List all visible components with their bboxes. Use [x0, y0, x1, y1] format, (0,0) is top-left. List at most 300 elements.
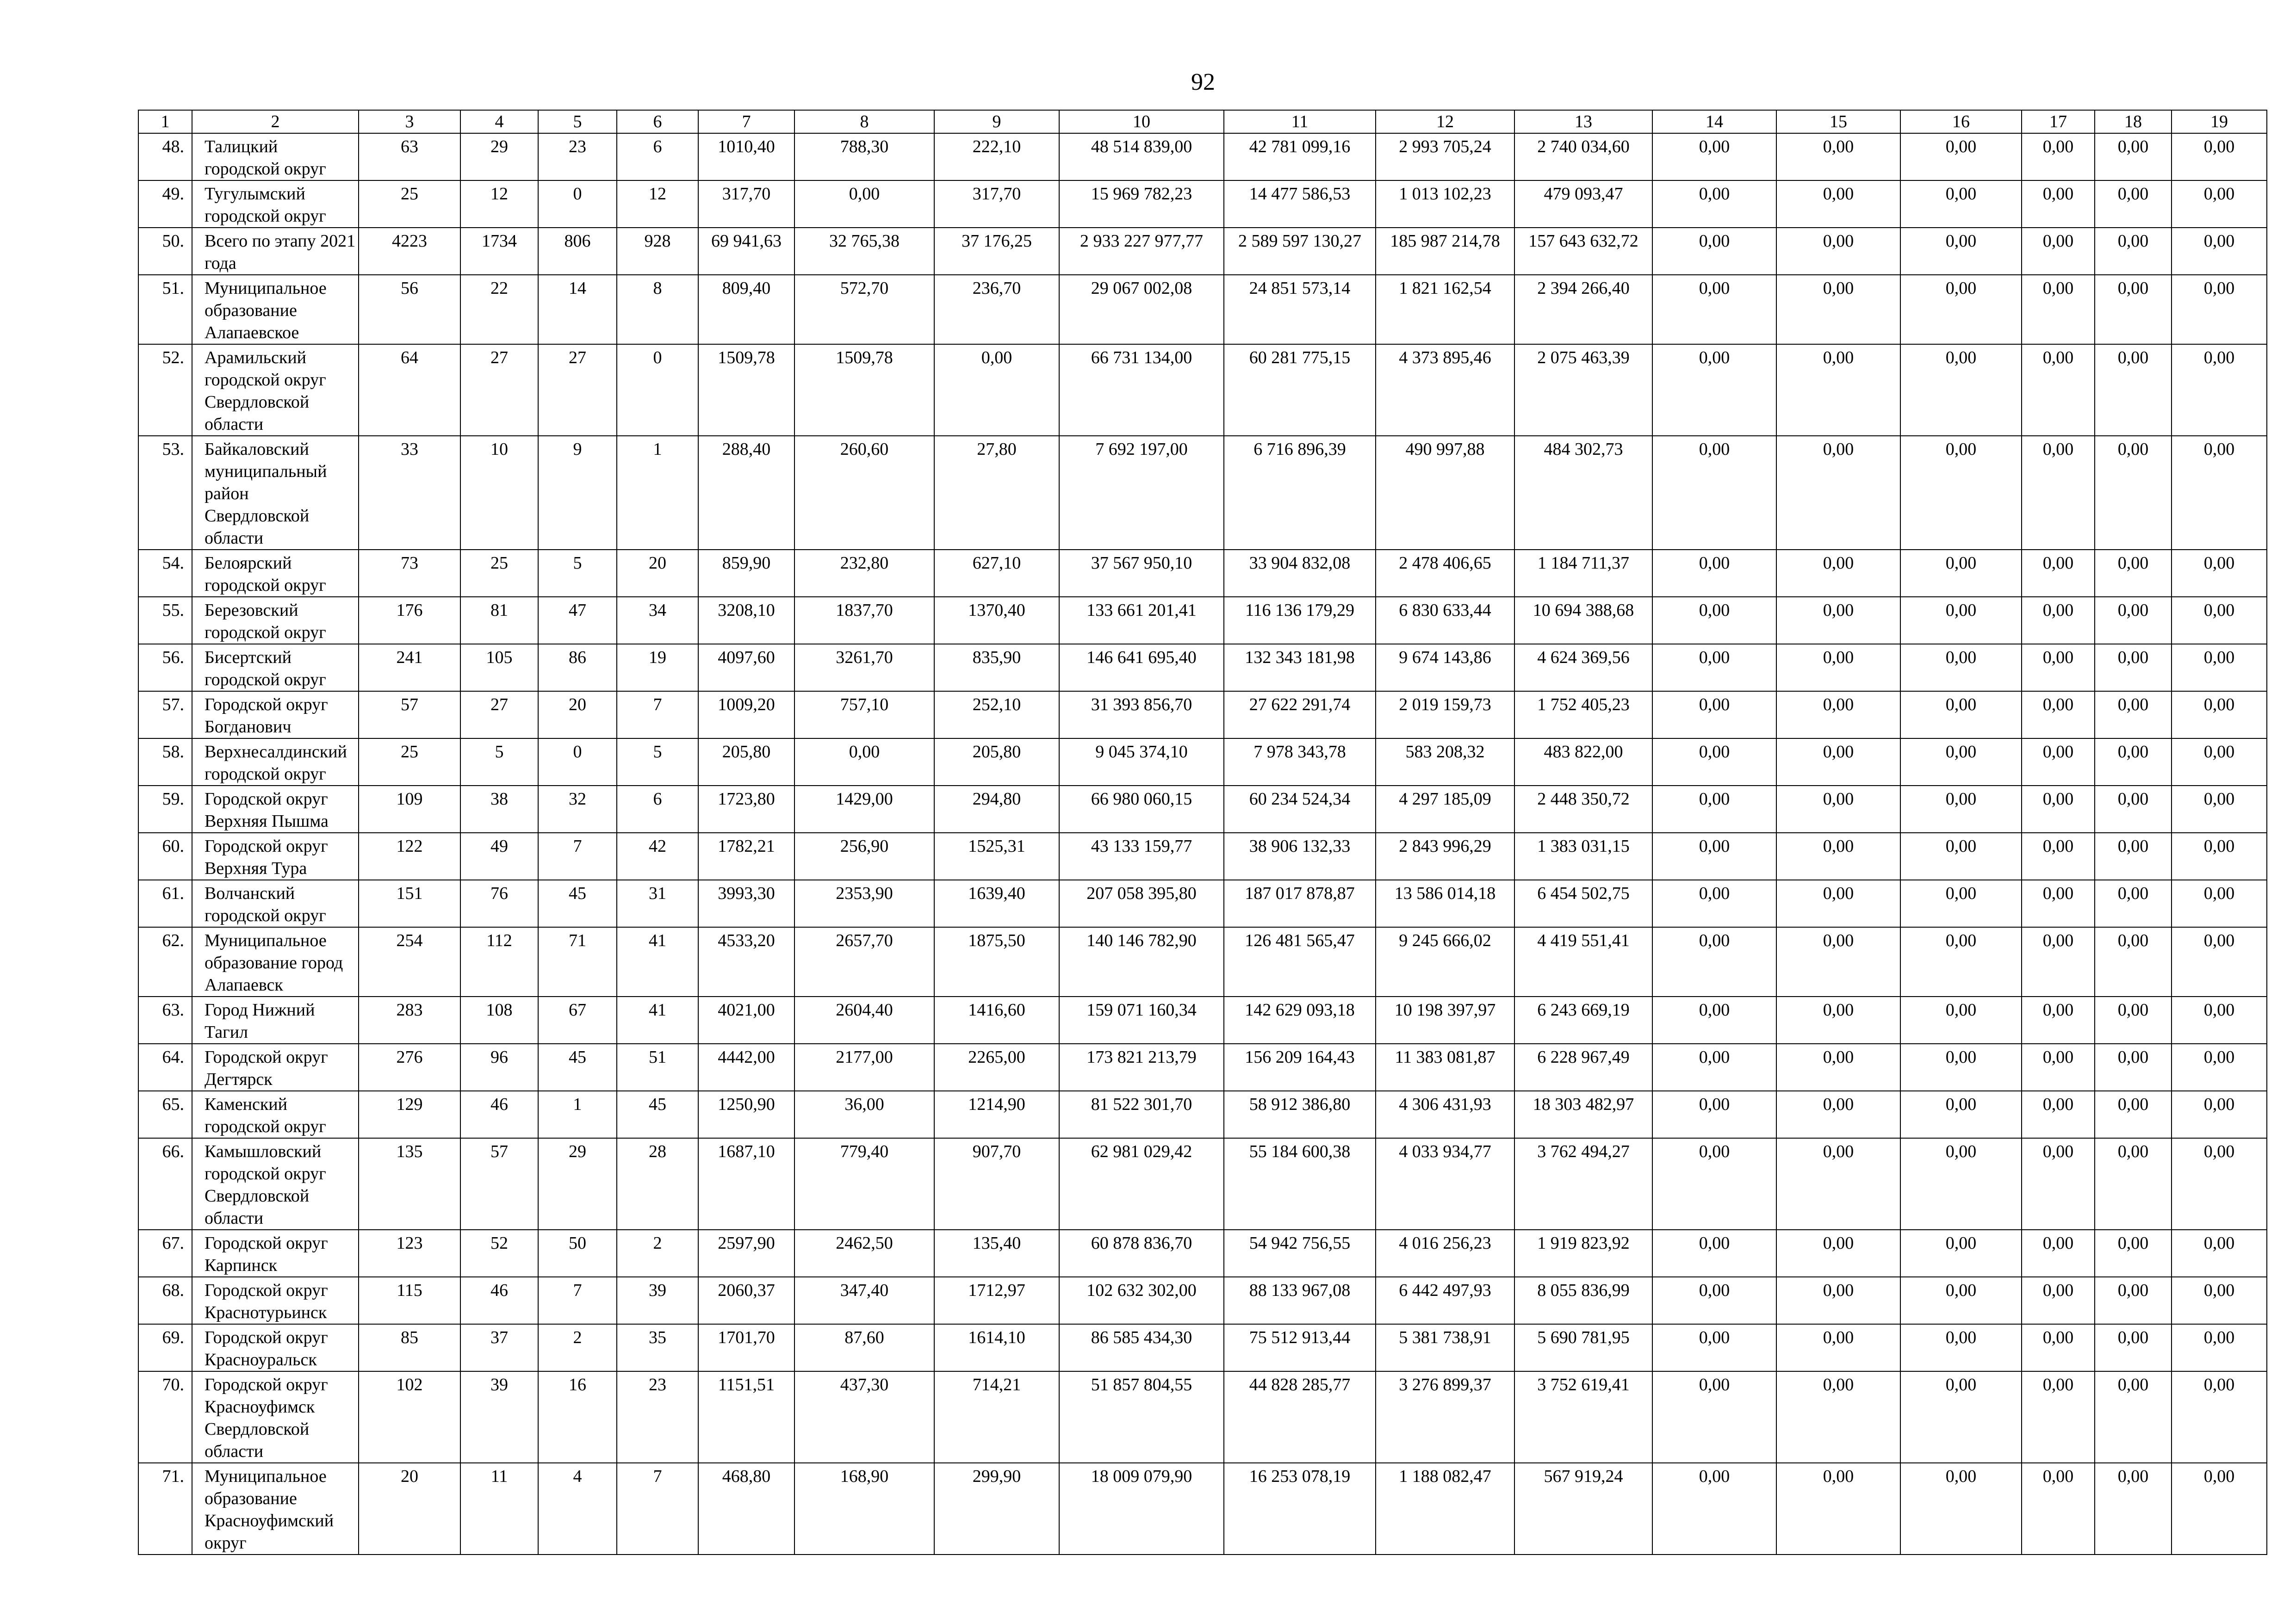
table-cell: 232,80: [794, 550, 934, 597]
table-cell: 299,90: [934, 1463, 1059, 1555]
row-number: 71.: [138, 1463, 192, 1555]
table-cell: 6 830 633,44: [1376, 597, 1514, 644]
table-cell: 10: [460, 436, 538, 550]
table-cell: 0,00: [2095, 927, 2172, 997]
table-cell: 7: [617, 691, 698, 738]
table-cell: 0,00: [1900, 691, 2022, 738]
table-cell: 3 762 494,27: [1514, 1138, 1652, 1230]
municipality-name: Городской округ Красноуральск: [192, 1324, 359, 1371]
table-cell: 2353,90: [794, 880, 934, 927]
table-cell: 10 198 397,97: [1376, 997, 1514, 1044]
table-cell: 788,30: [794, 133, 934, 180]
table-cell: 0,00: [2022, 1091, 2095, 1138]
row-number: 61.: [138, 880, 192, 927]
table-cell: 132 343 181,98: [1224, 644, 1376, 691]
municipality-name: Городской округ Верхняя Тура: [192, 833, 359, 880]
table-cell: 176: [359, 597, 460, 644]
table-cell: 5 690 781,95: [1514, 1324, 1652, 1371]
row-number: 66.: [138, 1138, 192, 1230]
table-cell: 3261,70: [794, 644, 934, 691]
table-cell: 49: [460, 833, 538, 880]
table-cell: 4 033 934,77: [1376, 1138, 1514, 1230]
table-cell: 0,00: [1900, 180, 2022, 228]
table-cell: 1 188 082,47: [1376, 1463, 1514, 1555]
table-cell: 2060,37: [698, 1277, 794, 1324]
table-cell: 0,00: [1776, 133, 1900, 180]
table-cell: 1 752 405,23: [1514, 691, 1652, 738]
table-cell: 126 481 565,47: [1224, 927, 1376, 997]
table-cell: 0,00: [1900, 436, 2022, 550]
table-cell: 1 383 031,15: [1514, 833, 1652, 880]
table-cell: 12: [460, 180, 538, 228]
table-cell: 4: [538, 1463, 617, 1555]
row-number: 62.: [138, 927, 192, 997]
table-cell: 0,00: [2172, 738, 2267, 786]
table-cell: 36,00: [794, 1091, 934, 1138]
table-cell: 0,00: [1900, 997, 2022, 1044]
table-cell: 27: [460, 691, 538, 738]
table-cell: 835,90: [934, 644, 1059, 691]
table-cell: 4 297 185,09: [1376, 786, 1514, 833]
table-cell: 757,10: [794, 691, 934, 738]
table-cell: 1723,80: [698, 786, 794, 833]
table-cell: 0,00: [2022, 1277, 2095, 1324]
row-number: 67.: [138, 1230, 192, 1277]
table-cell: 4 306 431,93: [1376, 1091, 1514, 1138]
table-cell: 1250,90: [698, 1091, 794, 1138]
table-cell: 0,00: [2095, 738, 2172, 786]
table-row: [138, 1091, 2267, 1138]
table-cell: 7 978 343,78: [1224, 738, 1376, 786]
table-cell: 859,90: [698, 550, 794, 597]
table-cell: 0,00: [2022, 1230, 2095, 1277]
row-number: 53.: [138, 436, 192, 550]
table-cell: 0,00: [1900, 1463, 2022, 1555]
row-number: 68.: [138, 1277, 192, 1324]
table-cell: 42 781 099,16: [1224, 133, 1376, 180]
table-cell: 0,00: [1652, 1463, 1776, 1555]
column-header: 10: [1059, 110, 1224, 133]
table-cell: 39: [460, 1371, 538, 1463]
table-cell: 47: [538, 597, 617, 644]
table-cell: 1151,51: [698, 1371, 794, 1463]
table-cell: 6 243 669,19: [1514, 997, 1652, 1044]
table-cell: 57: [359, 691, 460, 738]
table-cell: 1687,10: [698, 1138, 794, 1230]
table-cell: 236,70: [934, 275, 1059, 344]
table-cell: 572,70: [794, 275, 934, 344]
table-cell: 2 075 463,39: [1514, 344, 1652, 436]
table-cell: 0,00: [1652, 597, 1776, 644]
column-header: 18: [2095, 110, 2172, 133]
table-cell: 1875,50: [934, 927, 1059, 997]
table-cell: 484 302,73: [1514, 436, 1652, 550]
table-cell: 0,00: [1776, 1138, 1900, 1230]
table-cell: 0,00: [1776, 691, 1900, 738]
table-cell: 468,80: [698, 1463, 794, 1555]
table-cell: 0,00: [2095, 597, 2172, 644]
table-cell: 31: [617, 880, 698, 927]
column-header: 12: [1376, 110, 1514, 133]
table-cell: 0,00: [1776, 1230, 1900, 1277]
table-cell: 16: [538, 1371, 617, 1463]
table-cell: 14 477 586,53: [1224, 180, 1376, 228]
table-cell: 0,00: [2095, 1277, 2172, 1324]
table-cell: 50: [538, 1230, 617, 1277]
table-row: [138, 597, 2267, 644]
table-cell: 0,00: [1776, 1091, 1900, 1138]
column-header: 7: [698, 110, 794, 133]
table-cell: 1010,40: [698, 133, 794, 180]
table-cell: 4442,00: [698, 1044, 794, 1091]
table-cell: 0,00: [794, 180, 934, 228]
table-cell: 44 828 285,77: [1224, 1371, 1376, 1463]
table-cell: 0,00: [1652, 997, 1776, 1044]
table-cell: 58 912 386,80: [1224, 1091, 1376, 1138]
table-cell: 18 009 079,90: [1059, 1463, 1224, 1555]
table-cell: 33 904 832,08: [1224, 550, 1376, 597]
table-cell: 0,00: [1776, 1044, 1900, 1091]
table-cell: 135,40: [934, 1230, 1059, 1277]
table-row: [138, 738, 2267, 786]
table-cell: 41: [617, 997, 698, 1044]
table-cell: 20: [538, 691, 617, 738]
municipality-name: Талицкий городской округ: [192, 133, 359, 180]
table-cell: 0,00: [1776, 738, 1900, 786]
table-cell: 0,00: [2172, 344, 2267, 436]
table-cell: 12: [617, 180, 698, 228]
table-cell: 0,00: [2022, 550, 2095, 597]
table-cell: 0,00: [1900, 1277, 2022, 1324]
table-cell: 0,00: [2172, 644, 2267, 691]
table-cell: 0,00: [1652, 180, 1776, 228]
table-cell: 0,00: [2022, 275, 2095, 344]
table-cell: 0,00: [1652, 880, 1776, 927]
table-cell: 0,00: [2022, 997, 2095, 1044]
table-cell: 55 184 600,38: [1224, 1138, 1376, 1230]
table-cell: 0,00: [1900, 738, 2022, 786]
table-cell: 2 843 996,29: [1376, 833, 1514, 880]
table-cell: 102 632 302,00: [1059, 1277, 1224, 1324]
table-cell: 86: [538, 644, 617, 691]
table-cell: 479 093,47: [1514, 180, 1652, 228]
table-cell: 109: [359, 786, 460, 833]
municipality-name: Всего по этапу 2021 года: [192, 228, 359, 275]
table-cell: 0,00: [2095, 1044, 2172, 1091]
table-cell: 6 442 497,93: [1376, 1277, 1514, 1324]
table-cell: 205,80: [698, 738, 794, 786]
table-cell: 0,00: [1900, 1044, 2022, 1091]
table-row: [138, 1138, 2267, 1230]
municipality-name: Муниципальное образование город Алапаевск: [192, 927, 359, 997]
table-cell: 76: [460, 880, 538, 927]
table-cell: 159 071 160,34: [1059, 997, 1224, 1044]
table-cell: 0,00: [1652, 691, 1776, 738]
table-cell: 151: [359, 880, 460, 927]
table-cell: 54 942 756,55: [1224, 1230, 1376, 1277]
table-row: [138, 1277, 2267, 1324]
table-cell: 0,00: [2172, 1324, 2267, 1371]
table-cell: 57: [460, 1138, 538, 1230]
table-cell: 0,00: [1776, 180, 1900, 228]
table-cell: 779,40: [794, 1138, 934, 1230]
table-cell: 0,00: [1900, 786, 2022, 833]
table-cell: 490 997,88: [1376, 436, 1514, 550]
table-cell: 73: [359, 550, 460, 597]
table-row: [138, 644, 2267, 691]
table-cell: 48 514 839,00: [1059, 133, 1224, 180]
table-cell: 0,00: [1652, 228, 1776, 275]
table-cell: 4097,60: [698, 644, 794, 691]
table-cell: 0,00: [2095, 275, 2172, 344]
table-cell: 0,00: [1652, 133, 1776, 180]
table-cell: 2 993 705,24: [1376, 133, 1514, 180]
table-cell: 38 906 132,33: [1224, 833, 1376, 880]
municipality-name: Камышловский городской округ Свердловской области: [192, 1138, 359, 1230]
table-cell: 29: [538, 1138, 617, 1230]
table-cell: 156 209 164,43: [1224, 1044, 1376, 1091]
table-cell: 2657,70: [794, 927, 934, 997]
table-cell: 34: [617, 597, 698, 644]
table-cell: 0,00: [1776, 550, 1900, 597]
table-cell: 9 045 374,10: [1059, 738, 1224, 786]
table-cell: 907,70: [934, 1138, 1059, 1230]
table-cell: 75 512 913,44: [1224, 1324, 1376, 1371]
table-cell: 0,00: [1900, 1324, 2022, 1371]
table-cell: 0,00: [1652, 786, 1776, 833]
row-number: 60.: [138, 833, 192, 880]
table-cell: 3 752 619,41: [1514, 1371, 1652, 1463]
table-cell: 1639,40: [934, 880, 1059, 927]
table-cell: 205,80: [934, 738, 1059, 786]
table-cell: 1782,21: [698, 833, 794, 880]
table-cell: 2 394 266,40: [1514, 275, 1652, 344]
table-cell: 4 419 551,41: [1514, 927, 1652, 997]
table-header-row: [138, 110, 2267, 133]
table-cell: 0,00: [1776, 927, 1900, 997]
table-cell: 41: [617, 927, 698, 997]
table-cell: 0: [538, 180, 617, 228]
table-cell: 35: [617, 1324, 698, 1371]
row-number: 64.: [138, 1044, 192, 1091]
table-cell: 714,21: [934, 1371, 1059, 1463]
table-cell: 0,00: [1652, 436, 1776, 550]
table-cell: 0,00: [2022, 436, 2095, 550]
table-cell: 0,00: [1900, 927, 2022, 997]
table-cell: 18 303 482,97: [1514, 1091, 1652, 1138]
table-cell: 116 136 179,29: [1224, 597, 1376, 644]
table-cell: 1: [538, 1091, 617, 1138]
table-cell: 0,00: [2022, 927, 2095, 997]
table-cell: 88 133 967,08: [1224, 1277, 1376, 1324]
table-cell: 5: [460, 738, 538, 786]
table-cell: 2177,00: [794, 1044, 934, 1091]
table-cell: 23: [538, 133, 617, 180]
table-cell: 0,00: [1776, 1463, 1900, 1555]
table-cell: 0,00: [1900, 228, 2022, 275]
table-cell: 0,00: [2022, 644, 2095, 691]
table-cell: 0,00: [2022, 833, 2095, 880]
table-cell: 173 821 213,79: [1059, 1044, 1224, 1091]
table-cell: 8 055 836,99: [1514, 1277, 1652, 1324]
table-cell: 2 589 597 130,27: [1224, 228, 1376, 275]
row-number: 69.: [138, 1324, 192, 1371]
table-row: [138, 1371, 2267, 1463]
table-cell: 0,00: [1652, 927, 1776, 997]
table-cell: 39: [617, 1277, 698, 1324]
column-header: 15: [1776, 110, 1900, 133]
table-cell: 928: [617, 228, 698, 275]
table-cell: 0: [617, 344, 698, 436]
table-cell: 60 878 836,70: [1059, 1230, 1224, 1277]
table-cell: 1214,90: [934, 1091, 1059, 1138]
table-cell: 2: [538, 1324, 617, 1371]
table-cell: 29 067 002,08: [1059, 275, 1224, 344]
table-cell: 1 184 711,37: [1514, 550, 1652, 597]
municipality-name: Белоярский городской округ: [192, 550, 359, 597]
table-cell: 5 381 738,91: [1376, 1324, 1514, 1371]
table-cell: 0,00: [2095, 997, 2172, 1044]
table-cell: 2 740 034,60: [1514, 133, 1652, 180]
table-cell: 7: [617, 1463, 698, 1555]
table-cell: 0,00: [1776, 1277, 1900, 1324]
table-cell: 0,00: [2022, 1371, 2095, 1463]
table-cell: 0,00: [1900, 597, 2022, 644]
table-cell: 0,00: [1900, 1230, 2022, 1277]
row-number: 51.: [138, 275, 192, 344]
column-header: 2: [192, 110, 359, 133]
table-cell: 0,00: [1900, 344, 2022, 436]
table-row: [138, 436, 2267, 550]
table-cell: 1416,60: [934, 997, 1059, 1044]
table-cell: 168,90: [794, 1463, 934, 1555]
table-cell: 6: [617, 786, 698, 833]
row-number: 63.: [138, 997, 192, 1044]
municipality-name: Городской округ Карпинск: [192, 1230, 359, 1277]
municipality-name: Волчанский городской округ: [192, 880, 359, 927]
municipality-name: Каменский городской округ: [192, 1091, 359, 1138]
table-cell: 0,00: [2095, 833, 2172, 880]
municipality-name: Город Нижний Тагил: [192, 997, 359, 1044]
table-cell: 52: [460, 1230, 538, 1277]
table-cell: 0,00: [2172, 786, 2267, 833]
table-cell: 317,70: [698, 180, 794, 228]
table-cell: 71: [538, 927, 617, 997]
table-row: [138, 1463, 2267, 1555]
municipality-name: Городской округ Богданович: [192, 691, 359, 738]
table-cell: 0,00: [2172, 597, 2267, 644]
table-cell: 66 731 134,00: [1059, 344, 1224, 436]
row-number: 58.: [138, 738, 192, 786]
table-cell: 14: [538, 275, 617, 344]
table-cell: 7: [538, 833, 617, 880]
table-cell: 0,00: [1652, 833, 1776, 880]
table-cell: 0,00: [1652, 1230, 1776, 1277]
column-header: 11: [1224, 110, 1376, 133]
table-cell: 0,00: [2095, 1138, 2172, 1230]
table-cell: 0,00: [1900, 644, 2022, 691]
table-cell: 0,00: [1652, 644, 1776, 691]
table-cell: 1429,00: [794, 786, 934, 833]
table-cell: 56: [359, 275, 460, 344]
table-cell: 32: [538, 786, 617, 833]
table-cell: 7: [538, 1277, 617, 1324]
table-cell: 0,00: [1652, 1138, 1776, 1230]
table-cell: 0,00: [2172, 228, 2267, 275]
table-cell: 2 448 350,72: [1514, 786, 1652, 833]
table-cell: 0,00: [2095, 1463, 2172, 1555]
table-cell: 0,00: [1652, 550, 1776, 597]
table-cell: 0,00: [1776, 344, 1900, 436]
table-cell: 87,60: [794, 1324, 934, 1371]
table-cell: 0,00: [1652, 1044, 1776, 1091]
table-cell: 0,00: [2172, 997, 2267, 1044]
table-cell: 0,00: [2172, 436, 2267, 550]
table-cell: 0: [538, 738, 617, 786]
municipality-name: Городской округ Дегтярск: [192, 1044, 359, 1091]
column-header: 1: [138, 110, 192, 133]
table-cell: 1509,78: [794, 344, 934, 436]
row-number: 48.: [138, 133, 192, 180]
table-cell: 129: [359, 1091, 460, 1138]
table-cell: 0,00: [2172, 1044, 2267, 1091]
table-cell: 16 253 078,19: [1224, 1463, 1376, 1555]
table-cell: 1 013 102,23: [1376, 180, 1514, 228]
table-cell: 2265,00: [934, 1044, 1059, 1091]
table-cell: 7 692 197,00: [1059, 436, 1224, 550]
row-number: 54.: [138, 550, 192, 597]
table-cell: 27 622 291,74: [1224, 691, 1376, 738]
table-cell: 0,00: [2095, 786, 2172, 833]
table-cell: 0,00: [1900, 133, 2022, 180]
municipality-name: Бисертский городской округ: [192, 644, 359, 691]
table-cell: 51: [617, 1044, 698, 1091]
table-cell: 45: [538, 880, 617, 927]
table-cell: 0,00: [2022, 133, 2095, 180]
table-cell: 0,00: [2022, 344, 2095, 436]
table-cell: 81: [460, 597, 538, 644]
table-cell: 0,00: [2172, 1371, 2267, 1463]
table-cell: 142 629 093,18: [1224, 997, 1376, 1044]
column-header: 4: [460, 110, 538, 133]
table-cell: 69 941,63: [698, 228, 794, 275]
table-cell: 2 478 406,65: [1376, 550, 1514, 597]
table-cell: 0,00: [2022, 1138, 2095, 1230]
table-cell: 0,00: [1900, 1371, 2022, 1463]
table-cell: 256,90: [794, 833, 934, 880]
table-cell: 0,00: [2095, 644, 2172, 691]
table-cell: 347,40: [794, 1277, 934, 1324]
table-cell: 1837,70: [794, 597, 934, 644]
table-cell: 63: [359, 133, 460, 180]
table-cell: 0,00: [2095, 180, 2172, 228]
table-cell: 11: [460, 1463, 538, 1555]
table-cell: 0,00: [1776, 228, 1900, 275]
table-cell: 0,00: [1900, 1138, 2022, 1230]
table-cell: 33: [359, 436, 460, 550]
table-cell: 567 919,24: [1514, 1463, 1652, 1555]
table-cell: 9: [538, 436, 617, 550]
table-row: [138, 1230, 2267, 1277]
table-cell: 0,00: [1652, 738, 1776, 786]
table-cell: 0,00: [794, 738, 934, 786]
table-cell: 27: [538, 344, 617, 436]
table-cell: 85: [359, 1324, 460, 1371]
table-cell: 6 454 502,75: [1514, 880, 1652, 927]
table-cell: 0,00: [2022, 1463, 2095, 1555]
table-cell: 115: [359, 1277, 460, 1324]
table-cell: 0,00: [1776, 597, 1900, 644]
